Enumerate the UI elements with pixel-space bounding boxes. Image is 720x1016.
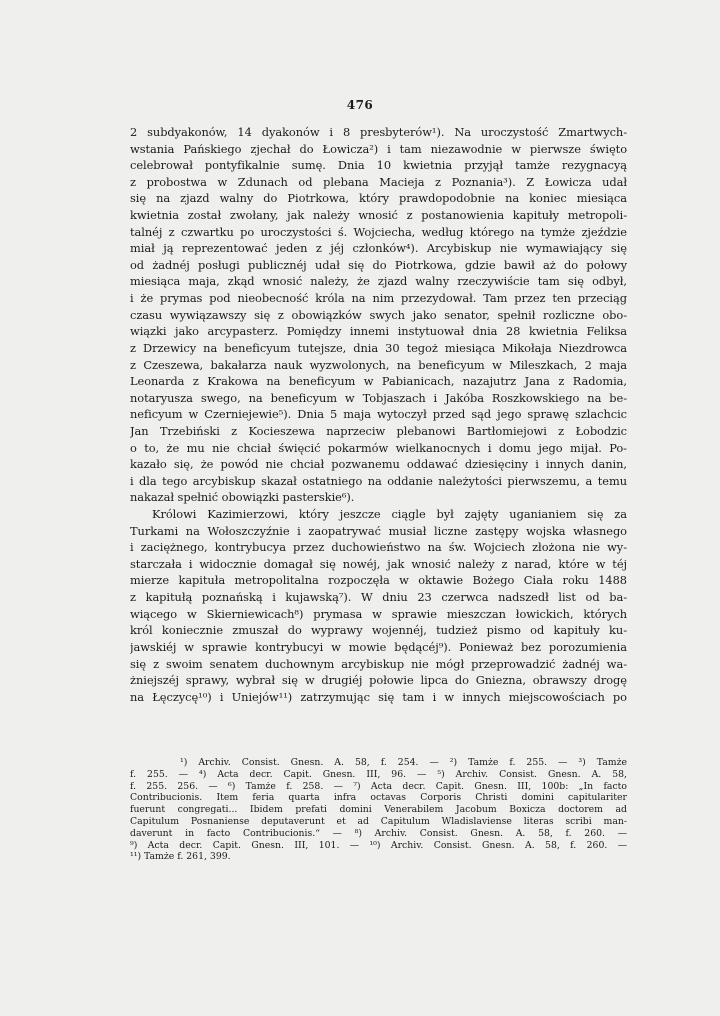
text-line: z Drzewicy na beneficyum tutejsze, dnia 30 tegoż miesiąca Mikołaja Niezdrowca <box>130 340 627 355</box>
text-line: Jan Trzebiński z Kocieszewa naprzeciw plebanowi Bartłomiejowi z Łobodzic <box>130 423 627 438</box>
text-line: talnéj z czwartku po uroczystości ś. Wojciecha, według którego na tymże zjeździe <box>130 224 627 239</box>
text-line: wstania Pańskiego zjechał do Łowicza²) i tam niezawodnie w pierwsze święto <box>130 141 627 156</box>
text-line: mierze kapituła metropolitalna rozpoczęła w oktawie Bożego Ciała roku 1488 <box>130 573 627 588</box>
page-number: 476 <box>346 98 374 112</box>
text-line: 2 subdyakonów, 14 dyakonów i 8 presbyterów¹). Na uroczystość Zmartwych- <box>130 125 627 139</box>
text-line: Turkami na Wołoszczyźnie i zaopatrywać musiał liczne zastępy wojska własnego <box>130 523 627 538</box>
text-line: żniejszéj sprawy, wybrał się w drugiéj połowie lipca do Gniezna, obrawszy drogę <box>130 673 627 688</box>
text-line: i dla tego arcybiskup skazał ostatniego na oddanie należytości pierwszemu, a temu <box>130 473 627 488</box>
text-line: nakazał spełnić obowiązki pasterskie⁶). <box>130 490 355 505</box>
footnotes <box>130 757 627 863</box>
text-line: notaryusza swego, na beneficyum w Tobjaszach i Jakóba Roszkowskiego na be- <box>130 390 627 405</box>
text-line: wiącego w Skierniewicach⁸) prymasa w sprawie mieszczan łowickich, których <box>130 606 627 621</box>
text-line: na Łęczycę¹⁰) i Uniejów¹¹) zatrzymując się tam i w innych miejscowościach po <box>130 689 627 704</box>
text-line: się na zjazd walny do Piotrkowa, który prawdopodobnie na koniec miesiąca <box>130 191 627 206</box>
footnote-line: f. 255. — ⁴) Acta decr. Capit. Gnesn. III, 96. — ⁵) Archiv. Consist. Gnesn. A. 58, <box>130 768 627 780</box>
paragraph-1 <box>130 124 627 506</box>
footnote-line: f. 255. 256. — ⁶) Tamże f. 258. — ⁷) Acta decr. Capit. Gnesn. III, 100b: „In facto <box>130 780 627 792</box>
text-line: kwietnia został zwołany, jak należy wnosić z postanowienia kapituły metropoli- <box>130 208 627 223</box>
text-line: z probostwa w Zdunach od plebana Macieja z Poznania³). Z Łowicza udał <box>130 174 627 189</box>
text-line: z Czeszewa, bakałarza nauk wyzwolonych, na beneficyum w Mileszkach, 2 maja <box>130 357 627 372</box>
text-line: król koniecznie zmuszał do wyprawy wojennéj, tudzież pismo od kapituły ku- <box>130 623 627 638</box>
text-line: miał ją reprezentować jeden z jéj członków⁴). Arcybiskup nie wymawiający się <box>130 241 627 256</box>
text-line: jawskiéj w sprawie kontrybucyi w mowie będącéj⁹). Ponieważ bez porozumienia <box>130 639 627 654</box>
text-line: się z swoim senatem duchownym arcybiskup nie mógł przeprowadzić żadnéj wa- <box>130 656 627 671</box>
body-text <box>130 124 627 705</box>
footnote-line: Capitulum Posnaniense deputaverunt et ad Capitulum Wladislaviense literas scribi man- <box>130 815 627 827</box>
text-line: starczała i widocznie domagał się nowéj, jak wnosić należy z narad, które w téj <box>130 556 627 571</box>
text-line: z kapitułą poznańską i kujawską⁷). W dniu 23 czerwca nadszedł list od ba- <box>130 590 627 605</box>
paragraph-2 <box>130 506 627 705</box>
text-line: Królowi Kazimierzowi, który jeszcze ciągle był zajęty uganianiem się za <box>152 507 627 522</box>
text-line: kazało się, że powód nie chciał pozwanemu oddawać dziesięciny i innych danin, <box>130 457 627 472</box>
footnote-line: daverunt in facto Contribucionis.“ — ⁸) Archiv. Consist. Gnesn. A. 58, f. 260. — <box>130 827 627 839</box>
text-line: od żadnéj posługi publicznéj udał się do Piotrkowa, gdzie bawił aż do połowy <box>130 257 627 272</box>
text-line: czasu wywiązawszy się z obowiązków swych jako senator, spełnił rozliczne obo- <box>130 307 627 322</box>
text-line: miesiąca maja, zkąd wnosić należy, że zjazd walny rzeczywiście tam się odbył, <box>130 274 627 289</box>
text-line: wiązki jako arcypasterz. Pomiędzy innemi instytuował dnia 28 kwietnia Feliksa <box>130 324 627 339</box>
footnote-line: ¹) Archiv. Consist. Gnesn. A. 58, f. 254. — ²) Tamże f. 255. — ³) Tamże <box>180 757 627 768</box>
text-line: i zaciężnego, kontrybucya przez duchowieństwo na św. Wojciech złożona nie wy- <box>130 540 627 555</box>
footnote-line: fuerunt congregati... Ibidem prefati domini Venerabilem Jacobum Boxicza doctorem ad <box>130 804 627 816</box>
footnote-line: ⁹) Acta decr. Capit. Gnesn. III, 101. — ¹⁰) Archiv. Consist. Gnesn. A. 58, f. 260. — <box>130 839 627 851</box>
text-line: i że prymas pod nieobecność króla na nim przezydował. Tam przez ten przeciąg <box>130 291 627 306</box>
text-line: neficyum w Czerniejewie⁵). Dnia 5 maja wytoczył przed sąd jego sprawę szlachcic <box>130 407 627 422</box>
footnote-line: Contribucionis. Item feria quarta infra octavas Corporis Christi domini capitulariter <box>130 792 627 804</box>
footnote-line: ¹¹) Tamże f. 261, 399. <box>130 851 231 863</box>
text-line: celebrował pontyfikalnie sumę. Dnia 10 kwietnia przyjął tamże rezygnacyą <box>130 158 627 173</box>
text-line: Leonarda z Krakowa na beneficyum w Pabianicach, nazajutrz Jana z Radomia, <box>130 374 627 389</box>
text-line: o to, że mu nie chciał święcić pokarmów wielkanocnych i domu jego mijał. Po- <box>130 440 627 455</box>
